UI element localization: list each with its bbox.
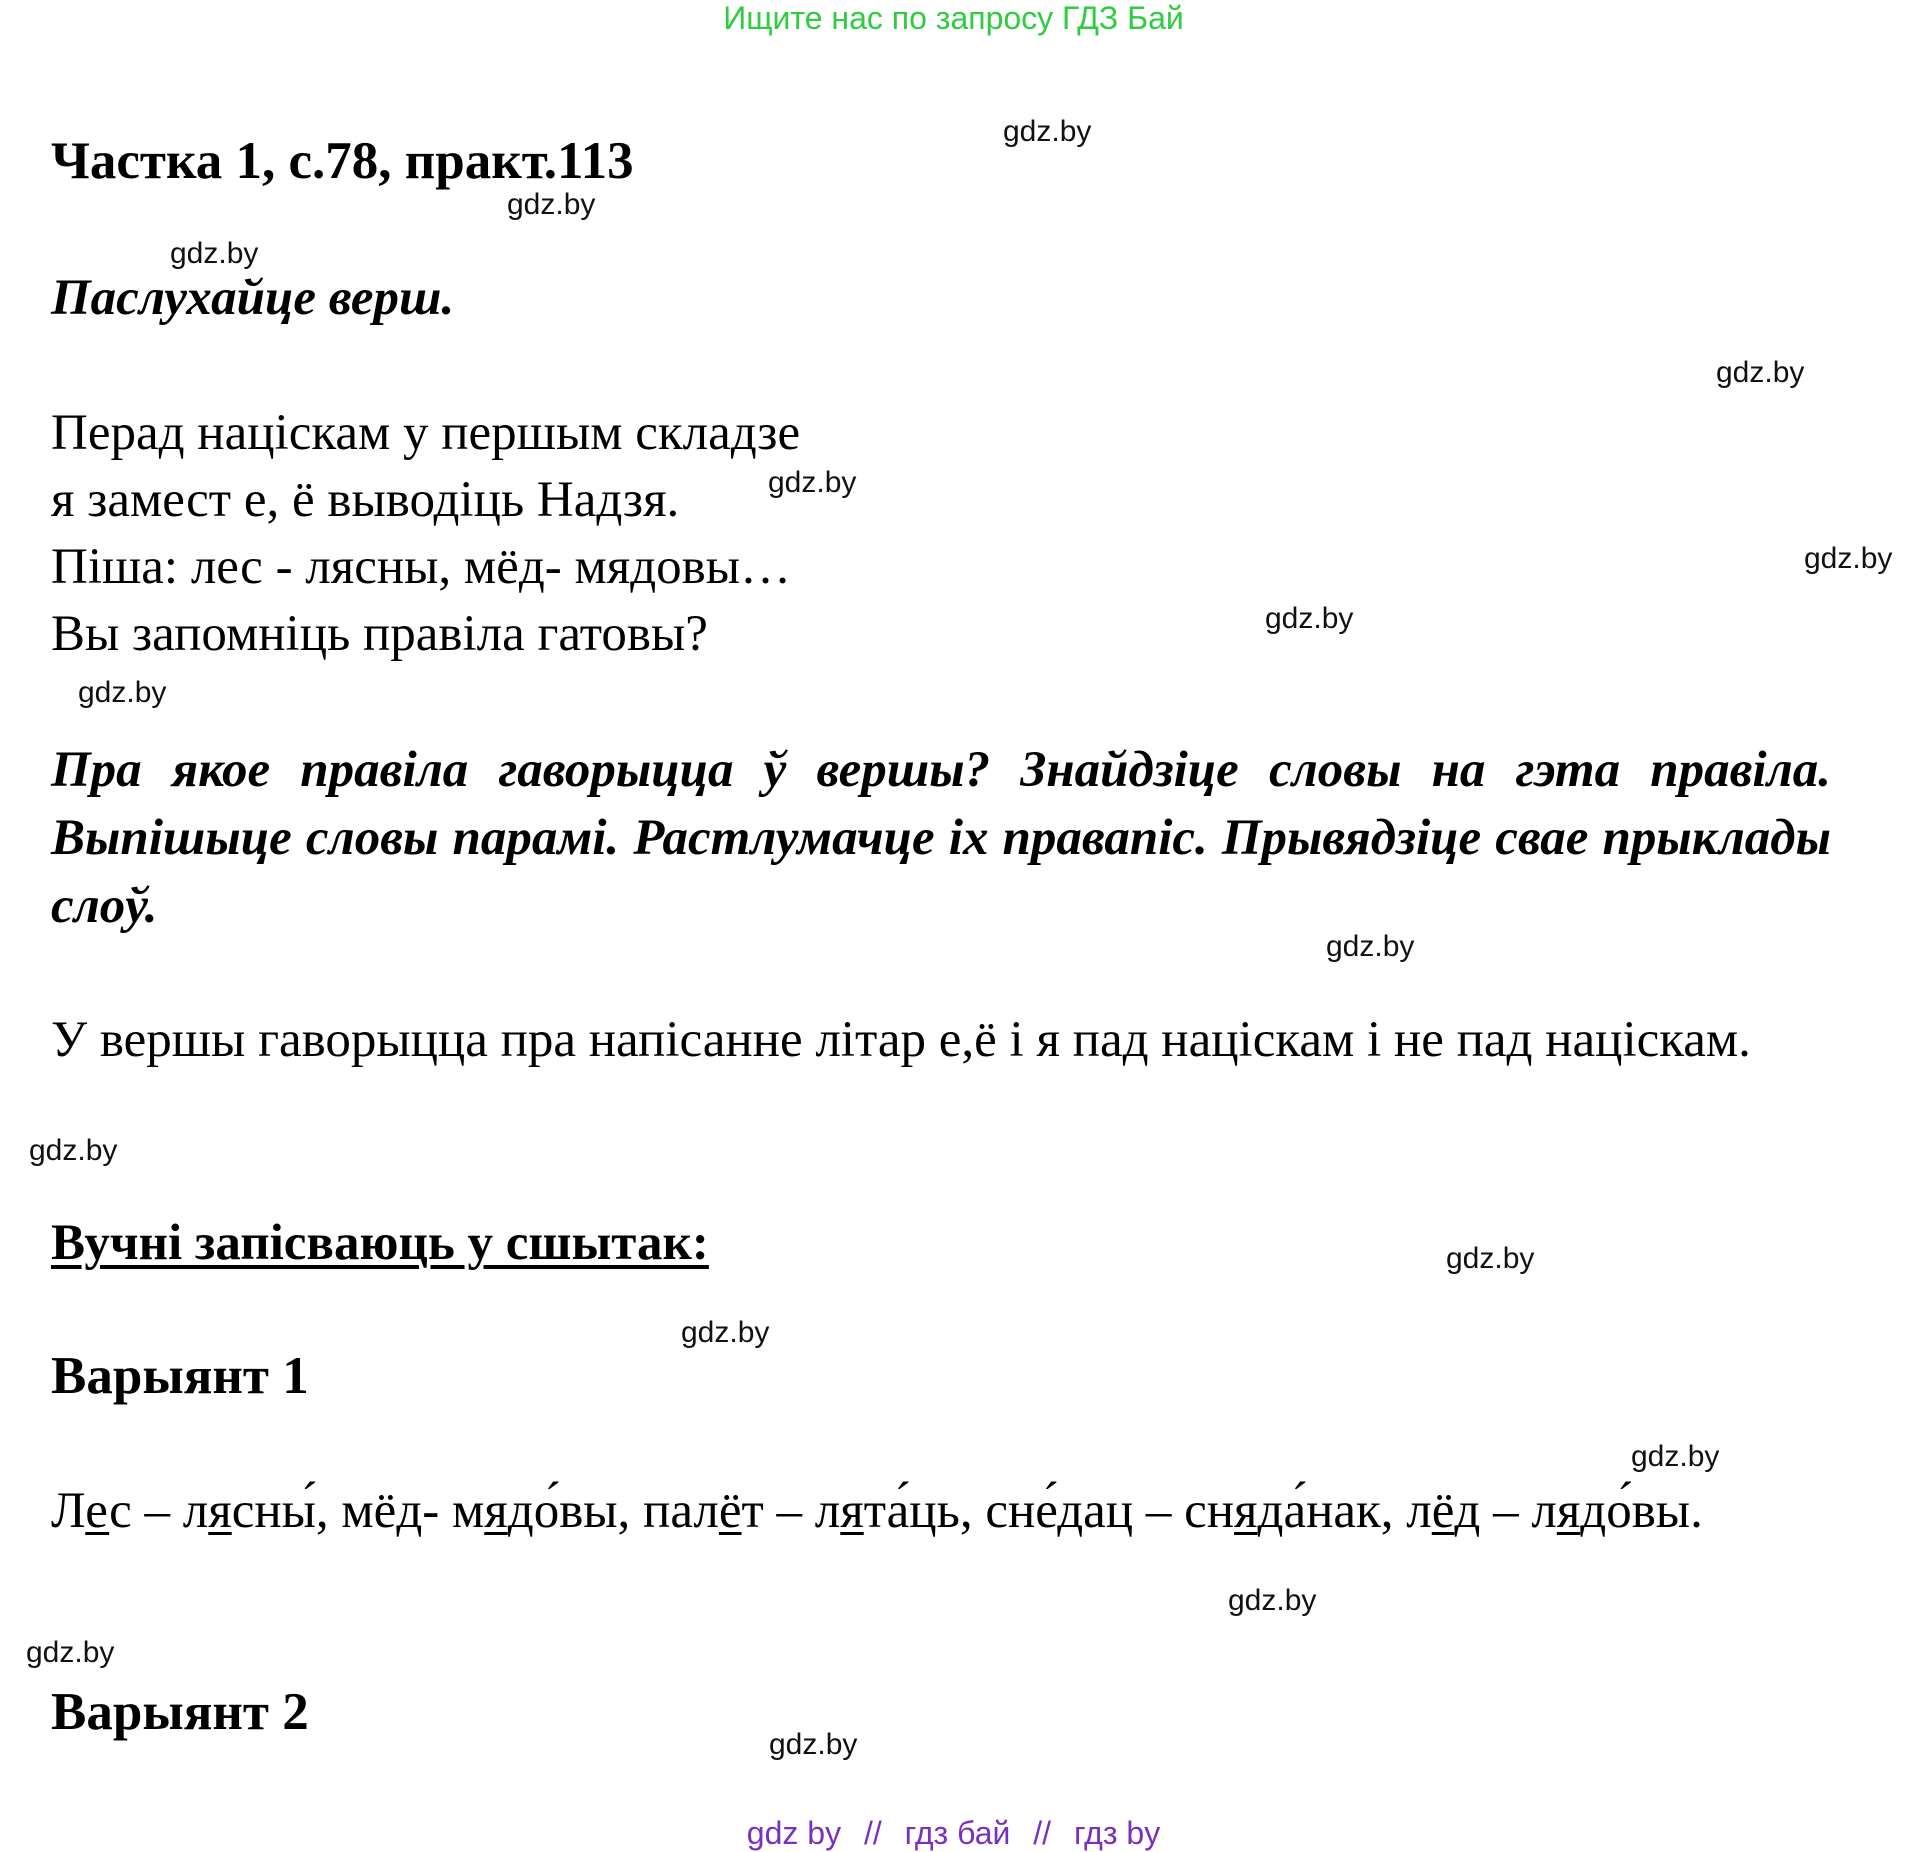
answer-fragment: да́нак, л bbox=[1257, 1483, 1432, 1539]
watermark: gdz.by bbox=[769, 1728, 858, 1761]
watermark: gdz.by bbox=[1326, 930, 1415, 963]
poem-line: Перад націскам у першым складзе bbox=[51, 405, 801, 461]
variant-2-heading: Варыянт 2 bbox=[51, 1683, 309, 1741]
watermark: gdz.by bbox=[1228, 1584, 1317, 1617]
answer-fragment: до́вы. bbox=[1580, 1483, 1703, 1539]
footer-link-gdz-by-cyr[interactable]: гдз by bbox=[1073, 1815, 1161, 1851]
underlined-vowel: я bbox=[208, 1483, 232, 1539]
variant-1-heading: Варыянт 1 bbox=[51, 1347, 309, 1405]
page-title: Частка 1, с.78, практ.113 bbox=[51, 132, 634, 190]
poem bbox=[51, 400, 800, 668]
underlined-vowel: я bbox=[840, 1483, 864, 1539]
search-hint-banner: Ищите нас по запросу ГДЗ Бай bbox=[723, 0, 1184, 36]
exercise-question: Пра якое правіла гаворыцца ў вершы? Знайдзіце словы на гэта правіла. Выпішыце словы парамі. Растлумачце іх правапіс. Прывядзіце свае прыклады слоў. bbox=[51, 742, 1831, 934]
watermark: gdz.by bbox=[507, 188, 596, 221]
answer-fragment: т – л bbox=[741, 1483, 841, 1539]
answer-fragment: до́вы, пал bbox=[507, 1483, 719, 1539]
answer-fragment: сны́, мёд- м bbox=[231, 1483, 485, 1539]
watermark: gdz.by bbox=[78, 676, 167, 709]
underlined-vowel: я bbox=[1556, 1483, 1581, 1539]
watermark: gdz.by bbox=[26, 1636, 115, 1669]
footer-links bbox=[0, 1815, 1907, 1852]
footer-link-gdz-bai[interactable]: гдз бай bbox=[904, 1815, 1011, 1851]
task-instruction: Паслухайце верш. bbox=[51, 270, 455, 326]
underlined-vowel: ё bbox=[1431, 1483, 1455, 1539]
watermark: gdz.by bbox=[1265, 602, 1354, 635]
underlined-vowel: я bbox=[484, 1483, 508, 1539]
watermark: gdz.by bbox=[1446, 1242, 1535, 1275]
poem-line: я замест е, ё выводіць Надзя. bbox=[51, 472, 680, 528]
answer-fragment: с – л bbox=[109, 1483, 209, 1539]
variant-1-answer bbox=[51, 1477, 1831, 1545]
watermark: gdz.by bbox=[1631, 1440, 1720, 1473]
watermark: gdz.by bbox=[170, 237, 259, 270]
answer-fragment: д – л bbox=[1454, 1483, 1557, 1539]
footer-link-gdz-by[interactable]: gdz by bbox=[746, 1815, 842, 1851]
footer-separator: // bbox=[863, 1815, 882, 1851]
underlined-vowel: я bbox=[1234, 1483, 1258, 1539]
underlined-vowel: ё bbox=[718, 1483, 742, 1539]
section-heading: Вучні запісваюць у сшытак: bbox=[51, 1215, 709, 1271]
answer-text: У вершы гаворыцца пра напісанне літар е,ё і я пад націскам і не пад націскам. bbox=[51, 1012, 1751, 1068]
underlined-vowel: е bbox=[85, 1483, 110, 1539]
answer-fragment: та́ць, сне́дац – сн bbox=[863, 1483, 1235, 1539]
watermark: gdz.by bbox=[1716, 356, 1805, 389]
watermark: gdz.by bbox=[29, 1134, 118, 1167]
answer-fragment: Л bbox=[51, 1483, 86, 1539]
footer-separator: // bbox=[1033, 1815, 1052, 1851]
poem-line: Вы запомніць правіла гатовы? bbox=[51, 606, 708, 662]
poem-line: Піша: лес - лясны, мёд- мядовы… bbox=[51, 539, 792, 595]
watermark: gdz.by bbox=[1003, 115, 1092, 148]
watermark: gdz.by bbox=[1804, 542, 1893, 575]
watermark: gdz.by bbox=[681, 1316, 770, 1349]
watermark: gdz.by bbox=[768, 466, 857, 499]
